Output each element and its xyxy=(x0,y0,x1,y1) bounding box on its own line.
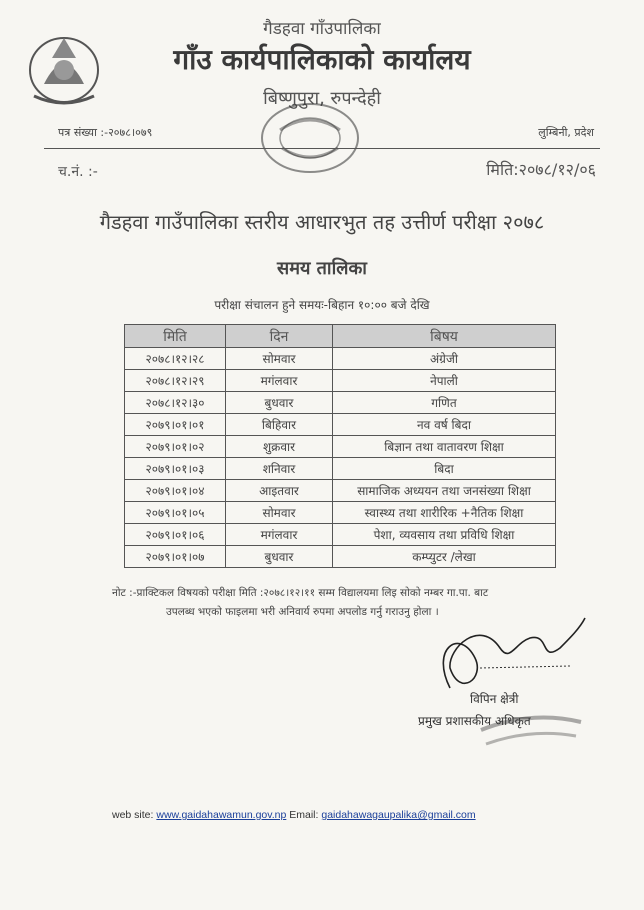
row-subject: नव वर्ष बिदा xyxy=(333,414,556,436)
row-date: २०७९।०१।०६ xyxy=(125,524,226,546)
table-row xyxy=(125,436,556,458)
table-row xyxy=(125,348,556,370)
header-date: मिति xyxy=(125,325,226,348)
row-date: २०७८।१२।२८ xyxy=(125,348,226,370)
row-date: २०७९।०१।०३ xyxy=(125,458,226,480)
municipality-name: गैडहवा गाँउपालिका xyxy=(263,19,381,39)
table-row xyxy=(125,546,556,568)
row-day: बुधवार xyxy=(226,392,333,414)
office-name: गाँउ कार्यपालिकाको कार्यालय xyxy=(173,43,471,76)
row-day: आइतवार xyxy=(226,480,333,502)
website-label: web site: xyxy=(112,809,154,821)
row-subject: कम्प्युटर /लेखा xyxy=(333,546,556,568)
website-link[interactable]: www.gaidahawamun.gov.np xyxy=(156,809,287,821)
note-line-1: नोट :-प्राक्टिकल विषयको परीक्षा मिति :२०७८।१२।११ सम्म विद्यालयमा लिइ सोको नम्बर गा.पा. बाट xyxy=(112,587,489,599)
office-stamp-icon xyxy=(240,90,380,180)
table-row xyxy=(125,414,556,436)
province-label: लुम्बिनी, प्रदेश xyxy=(538,126,594,139)
row-subject: नेपाली xyxy=(333,370,556,392)
row-date: २०७९।०१।०५ xyxy=(125,502,226,524)
table-row xyxy=(125,458,556,480)
row-date: २०७९।०१।०१ xyxy=(125,414,226,436)
notice-title: गैडहवा गाउँपालिका स्तरीय आधारभुत तह उत्तीर्ण परीक्षा २०७८ xyxy=(99,210,545,234)
row-day: सोमवार xyxy=(226,502,333,524)
row-day: मगंलवार xyxy=(226,524,333,546)
header-subject: बिषय xyxy=(333,325,556,348)
office-location: बिष्णुपुरा, रुपन्देही xyxy=(263,88,381,109)
row-subject: स्वास्थ्य तथा शारीरिक +नैतिक शिक्षा xyxy=(333,502,556,524)
row-subject: पेशा, व्यवसाय तथा प्रविधि शिक्षा xyxy=(333,524,556,546)
row-date: २०७८।१२।३० xyxy=(125,392,226,414)
signatory-title: प्रमुख प्रशासकीय अधिकृत xyxy=(418,714,531,728)
header-divider xyxy=(44,148,600,149)
letter-date: मिति:२०७८/१२/०६ xyxy=(486,160,596,179)
table-row xyxy=(125,502,556,524)
row-subject: अंग्रेजी xyxy=(333,348,556,370)
signatory-name: विपिन क्षेत्री xyxy=(470,692,519,706)
table-row xyxy=(125,480,556,502)
row-day: शनिवार xyxy=(226,458,333,480)
name-stamp-icon xyxy=(476,700,586,750)
table-row xyxy=(125,370,556,392)
row-date: २०७९।०१।०४ xyxy=(125,480,226,502)
row-subject: सामाजिक अध्ययन तथा जनसंख्या शिक्षा xyxy=(333,480,556,502)
exam-timing: परीक्षा संचालन हुने समयः-बिहान १०:०० बजे देखि xyxy=(214,298,430,312)
dispatch-number: च.नं. :- xyxy=(58,164,98,180)
note-line-2: उपलब्ध भएको फाइलमा भरी अनिवार्य रुपमा अपलोड गर्नु गराउनु होला । xyxy=(166,606,439,618)
row-day: बिहिवार xyxy=(226,414,333,436)
letter-number: पत्र संख्या :-२०७८।०७९ xyxy=(58,126,153,139)
row-subject: गणित xyxy=(333,392,556,414)
row-day: शुक्रवार xyxy=(226,436,333,458)
row-day: मगंलवार xyxy=(226,370,333,392)
exam-schedule-table xyxy=(124,324,556,568)
notice-subtitle: समय तालिका xyxy=(277,258,367,279)
row-date: २०७८।१२।२९ xyxy=(125,370,226,392)
email-label: Email: xyxy=(289,809,319,821)
row-subject: बिदा xyxy=(333,458,556,480)
row-date: २०७९।०१।०७ xyxy=(125,546,226,568)
table-header-row xyxy=(125,325,556,348)
header-day: दिन xyxy=(226,325,333,348)
footer-contact xyxy=(112,809,476,821)
table-row xyxy=(125,524,556,546)
row-subject: बिज्ञान तथा वातावरण शिक्षा xyxy=(333,436,556,458)
row-day: सोमवार xyxy=(226,348,333,370)
email-link[interactable]: gaidahawagaupalika@gmail.com xyxy=(321,809,476,821)
row-day: बुधवार xyxy=(226,546,333,568)
row-date: २०७९।०१।०२ xyxy=(125,436,226,458)
table-row xyxy=(125,392,556,414)
